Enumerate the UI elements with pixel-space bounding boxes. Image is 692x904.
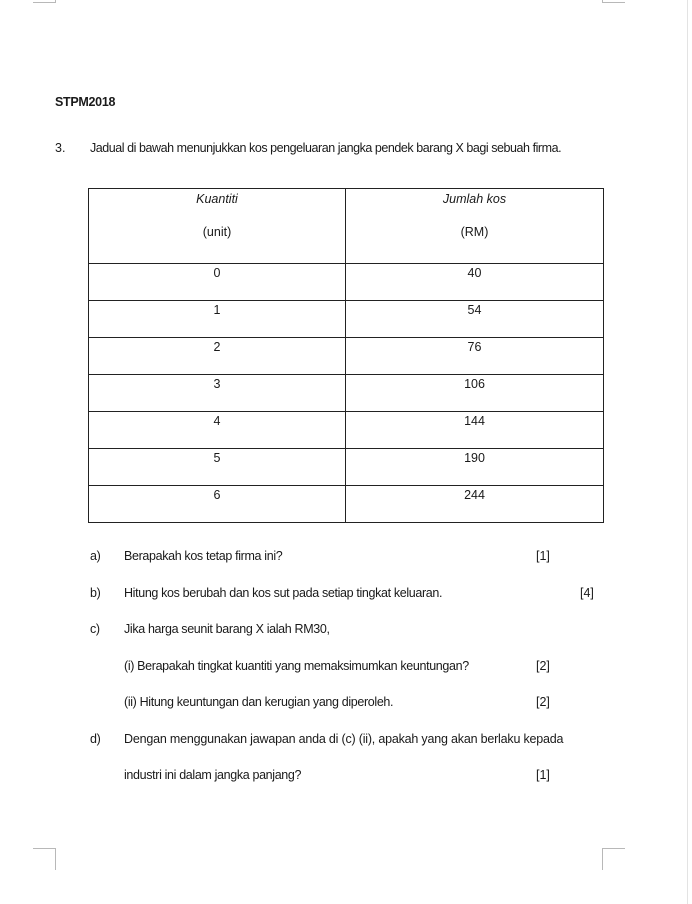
- part-c-text: Jika harga seunit barang X ialah RM30,: [124, 622, 330, 636]
- part-b-label: b): [90, 586, 101, 600]
- cell-total-cost: 40: [346, 264, 604, 301]
- header-unit: (RM): [460, 225, 489, 239]
- part-d-text-line2: industri ini dalam jangka panjang?: [124, 768, 302, 782]
- cell-total-cost: 190: [346, 449, 604, 486]
- cell-quantity: 6: [89, 486, 346, 523]
- table-row: [89, 375, 604, 412]
- part-a-mark: [1]: [536, 549, 550, 563]
- cell-total-cost: 144: [346, 412, 604, 449]
- cell-quantity: 3: [89, 375, 346, 412]
- crop-mark-top-right: [602, 0, 625, 3]
- header-unit: (unit): [202, 225, 232, 239]
- cell-total-cost: 54: [346, 301, 604, 338]
- table-row: [89, 486, 604, 523]
- table-row: [89, 301, 604, 338]
- question-number: 3.: [55, 141, 66, 155]
- header-title: Kuantiti: [196, 192, 238, 206]
- part-c-ii-mark: [2]: [536, 695, 550, 709]
- table-header-row: [89, 189, 604, 264]
- cell-total-cost: 244: [346, 486, 604, 523]
- crop-mark-top-left: [33, 0, 56, 3]
- table-row: [89, 338, 604, 375]
- crop-mark-bottom-left: [33, 848, 56, 870]
- cell-quantity: 5: [89, 449, 346, 486]
- cell-quantity: 1: [89, 301, 346, 338]
- table-row: [89, 449, 604, 486]
- cell-total-cost: 106: [346, 375, 604, 412]
- part-b-text: Hitung kos berubah dan kos sut pada setiap tingkat keluaran.: [124, 586, 443, 600]
- cost-table: [88, 188, 604, 523]
- header-kuantiti: [89, 189, 346, 264]
- crop-mark-bottom-right: [602, 848, 625, 870]
- part-c-label: c): [90, 622, 100, 636]
- table-row: [89, 264, 604, 301]
- part-c-i-text: (i) Berapakah tingkat kuantiti yang memaksimumkan keuntungan?: [124, 659, 469, 673]
- header-jumlah-kos: [346, 189, 604, 264]
- exam-heading: STPM2018: [55, 95, 116, 109]
- part-c-i-mark: [2]: [536, 659, 550, 673]
- cell-quantity: 4: [89, 412, 346, 449]
- part-d-mark: [1]: [536, 768, 550, 782]
- part-a-text: Berapakah kos tetap firma ini?: [124, 549, 283, 563]
- cell-quantity: 2: [89, 338, 346, 375]
- cell-quantity: 0: [89, 264, 346, 301]
- part-b-mark: [4]: [580, 586, 594, 600]
- part-c-ii-text: (ii) Hitung keuntungan dan kerugian yang diperoleh.: [124, 695, 394, 709]
- cell-total-cost: 76: [346, 338, 604, 375]
- question-text: Jadual di bawah menunjukkan kos pengeluaran jangka pendek barang X bagi sebuah firma.: [90, 141, 562, 155]
- header-title: Jumlah kos: [442, 192, 507, 206]
- part-d-label: d): [90, 732, 101, 746]
- part-a-label: a): [90, 549, 101, 563]
- table-row: [89, 412, 604, 449]
- page-edge-rule: [687, 0, 688, 904]
- part-d-text-line1: Dengan menggunakan jawapan anda di (c) (ii), apakah yang akan berlaku kepada: [124, 732, 564, 746]
